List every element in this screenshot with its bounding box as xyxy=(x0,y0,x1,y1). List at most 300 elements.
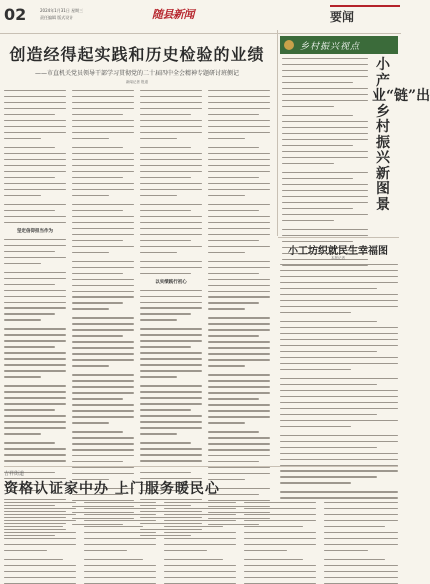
text-line xyxy=(280,333,398,334)
text-line xyxy=(140,334,202,335)
text-line xyxy=(324,538,398,539)
text-line xyxy=(72,302,123,303)
text-line xyxy=(72,291,134,292)
text-line xyxy=(280,357,398,358)
text-line xyxy=(140,90,202,91)
text-line xyxy=(140,273,191,274)
text-line xyxy=(72,323,134,324)
text-line xyxy=(280,345,398,346)
text-line xyxy=(4,346,55,347)
text-line xyxy=(280,390,398,391)
text-line xyxy=(280,264,398,265)
text-line xyxy=(72,285,134,286)
text-line xyxy=(282,235,368,236)
text-line xyxy=(4,313,55,314)
text-line xyxy=(4,171,66,172)
text-line xyxy=(72,114,123,115)
text-line xyxy=(282,196,368,197)
text-line xyxy=(4,307,66,308)
text-line xyxy=(208,380,270,381)
text-line xyxy=(140,120,202,121)
text-line xyxy=(282,220,334,221)
text-line xyxy=(140,296,202,297)
text-line xyxy=(140,313,191,314)
text-line xyxy=(4,183,66,184)
text-line xyxy=(140,460,202,461)
text-line xyxy=(208,437,270,438)
text-line xyxy=(140,165,202,166)
text-line xyxy=(208,392,270,393)
text-line xyxy=(140,216,202,217)
text-line xyxy=(140,340,202,341)
text-line xyxy=(4,442,55,443)
text-line xyxy=(208,153,270,154)
text-line xyxy=(72,177,123,178)
text-line xyxy=(140,126,202,127)
text-line xyxy=(208,195,245,196)
text-line xyxy=(4,120,66,121)
text-line xyxy=(140,222,202,223)
text-line xyxy=(208,147,259,148)
text-line xyxy=(72,102,134,103)
text-line xyxy=(324,565,398,566)
text-line xyxy=(4,520,76,521)
text-line xyxy=(4,421,66,422)
text-line xyxy=(244,565,316,566)
text-line xyxy=(72,240,123,241)
text-line xyxy=(72,296,134,297)
text-line xyxy=(4,290,66,291)
text-line xyxy=(4,559,63,560)
text-line xyxy=(140,352,202,353)
text-line xyxy=(208,455,270,456)
text-line xyxy=(72,422,109,423)
text-line xyxy=(4,448,66,449)
text-line xyxy=(282,229,368,230)
text-line xyxy=(280,459,398,460)
text-line xyxy=(324,508,398,509)
text-line xyxy=(164,571,236,572)
text-line xyxy=(84,565,156,566)
text-line xyxy=(72,398,123,399)
text-line xyxy=(4,147,55,148)
text-line xyxy=(72,392,134,393)
text-line xyxy=(72,267,134,268)
text-line xyxy=(208,204,270,205)
text-line xyxy=(4,284,55,285)
text-line xyxy=(208,102,270,103)
text-line xyxy=(208,261,270,262)
text-line xyxy=(72,246,134,247)
text-line xyxy=(140,228,202,229)
text-line xyxy=(324,514,398,515)
text-line xyxy=(324,544,398,545)
text-line xyxy=(84,520,156,521)
text-line xyxy=(84,526,143,527)
text-line xyxy=(208,114,259,115)
text-line xyxy=(72,443,134,444)
text-line xyxy=(208,398,259,399)
text-line xyxy=(164,502,236,503)
text-line xyxy=(4,508,76,509)
text-line xyxy=(244,508,316,509)
text-line xyxy=(4,538,76,539)
text-line xyxy=(208,273,259,274)
text-line xyxy=(72,126,134,127)
text-line xyxy=(208,108,270,109)
text-line xyxy=(282,64,368,65)
text-line xyxy=(72,159,134,160)
text-line xyxy=(282,94,368,95)
text-line xyxy=(72,410,134,411)
text-line xyxy=(72,108,134,109)
text-line xyxy=(280,321,377,322)
text-line xyxy=(208,404,270,405)
text-line xyxy=(72,455,134,456)
main-subhead: ——市直机关党员领导干部学习贯彻党的二十届四中全会精神专题研讨班侧记 xyxy=(34,70,239,77)
text-line xyxy=(208,416,270,417)
text-line xyxy=(282,58,368,59)
text-line xyxy=(208,240,259,241)
text-line xyxy=(282,163,334,164)
text-line xyxy=(72,228,134,229)
text-line xyxy=(280,363,398,364)
text-line xyxy=(140,147,191,148)
text-line xyxy=(164,532,236,533)
text-line xyxy=(4,532,76,533)
text-line xyxy=(4,239,66,240)
text-line xyxy=(72,189,134,190)
text-line xyxy=(140,138,177,139)
text-line xyxy=(4,352,66,353)
text-line xyxy=(140,114,191,115)
text-line xyxy=(208,308,245,309)
text-line xyxy=(164,514,236,515)
bottom-article xyxy=(4,468,398,582)
text-line xyxy=(72,359,134,360)
text-line xyxy=(4,257,66,258)
main-text-column-1 xyxy=(4,90,66,460)
text-line xyxy=(140,415,202,416)
text-line xyxy=(4,90,66,91)
text-line xyxy=(164,559,223,560)
text-line xyxy=(280,288,377,289)
rural-headline: 小产业“链”出乡村振兴新图景 xyxy=(372,57,430,213)
text-line xyxy=(4,577,76,578)
text-line xyxy=(4,138,41,139)
text-line xyxy=(324,520,398,521)
text-line xyxy=(140,364,202,365)
text-line xyxy=(72,374,134,375)
text-line xyxy=(280,426,351,427)
text-line xyxy=(140,346,191,347)
text-line xyxy=(280,312,351,313)
text-line xyxy=(208,341,270,342)
text-line xyxy=(4,126,66,127)
text-line xyxy=(72,138,109,139)
text-line xyxy=(208,177,259,178)
text-line xyxy=(4,245,66,246)
text-line xyxy=(140,448,202,449)
text-line xyxy=(282,70,368,71)
issue-editor: 责任编辑 版式设计 xyxy=(40,15,74,20)
text-line xyxy=(72,449,134,450)
text-line xyxy=(208,410,270,411)
text-line xyxy=(280,276,398,277)
text-line xyxy=(72,90,134,91)
text-line xyxy=(72,210,123,211)
text-line xyxy=(4,364,66,365)
main-byline: 新闻记者 报道 xyxy=(125,80,149,84)
text-line xyxy=(164,550,207,551)
text-line xyxy=(280,339,398,340)
text-line xyxy=(4,550,47,551)
text-line xyxy=(72,171,134,172)
text-line xyxy=(4,370,66,371)
text-line xyxy=(72,386,134,387)
text-line xyxy=(4,153,66,154)
text-line xyxy=(4,397,66,398)
second-article-byline: 本报记者 xyxy=(331,256,345,260)
text-line xyxy=(280,441,398,442)
text-line xyxy=(4,114,55,115)
text-line xyxy=(282,214,368,215)
bottom-text-column-5 xyxy=(324,502,398,580)
text-line xyxy=(4,296,66,297)
text-line xyxy=(208,353,270,354)
text-line xyxy=(280,402,398,403)
text-line xyxy=(84,571,156,572)
text-line xyxy=(4,454,66,455)
text-line xyxy=(4,358,66,359)
text-line xyxy=(4,302,66,303)
text-line xyxy=(4,272,66,273)
text-line xyxy=(164,508,236,509)
text-line xyxy=(140,376,177,377)
text-line xyxy=(4,565,76,566)
text-line xyxy=(140,210,191,211)
text-line xyxy=(280,384,377,385)
masthead-logo: 随县新闻 xyxy=(152,8,194,21)
text-line xyxy=(208,449,270,450)
text-line xyxy=(208,159,270,160)
text-line xyxy=(72,165,134,166)
text-line xyxy=(208,443,270,444)
text-line xyxy=(140,195,177,196)
text-line xyxy=(280,420,398,421)
text-line xyxy=(208,291,270,292)
text-line xyxy=(244,571,316,572)
text-line xyxy=(140,302,202,303)
text-line xyxy=(4,319,41,320)
text-line xyxy=(324,532,398,533)
page-header xyxy=(0,0,401,34)
text-line xyxy=(208,126,270,127)
text-line xyxy=(208,359,270,360)
text-line xyxy=(72,183,134,184)
text-line xyxy=(208,90,270,91)
text-line xyxy=(208,422,245,423)
text-line xyxy=(140,409,191,410)
text-line xyxy=(72,273,123,274)
text-line xyxy=(72,204,134,205)
bottom-headline: 资格认证家中办 上门服务暖民心 xyxy=(4,481,220,497)
text-line xyxy=(140,391,202,392)
second-article-body xyxy=(280,264,398,464)
text-line xyxy=(72,234,134,235)
text-line xyxy=(280,435,398,436)
bottom-text-column-3 xyxy=(164,502,236,580)
bottom-kicker: 吉祥街道 xyxy=(4,471,25,477)
text-line xyxy=(140,252,177,253)
text-line xyxy=(324,502,398,503)
text-line xyxy=(4,108,66,109)
text-line xyxy=(208,285,270,286)
text-line xyxy=(72,96,134,97)
second-article-title: 小工坊织就民生幸福图 xyxy=(288,246,388,257)
text-line xyxy=(4,433,41,434)
column-divider xyxy=(278,237,399,238)
text-line xyxy=(72,416,134,417)
text-line xyxy=(324,550,368,551)
text-line xyxy=(4,544,76,545)
text-line xyxy=(4,460,66,461)
text-line xyxy=(208,296,270,297)
text-line xyxy=(72,252,109,253)
text-line xyxy=(208,365,245,366)
text-line xyxy=(208,234,270,235)
text-line xyxy=(72,279,134,280)
text-line xyxy=(282,88,368,89)
text-line xyxy=(4,165,66,166)
text-line xyxy=(4,391,66,392)
text-line xyxy=(208,386,270,387)
section-subtitle: 坚定信仰担当作为 xyxy=(17,228,53,234)
text-line xyxy=(140,433,177,434)
section-accent-line xyxy=(330,5,400,7)
text-line xyxy=(208,267,270,268)
text-line xyxy=(140,171,202,172)
text-line xyxy=(84,508,156,509)
text-line xyxy=(72,353,134,354)
text-line xyxy=(4,376,41,377)
text-line xyxy=(4,278,66,279)
text-line xyxy=(140,132,202,133)
text-line xyxy=(140,204,202,205)
text-line xyxy=(280,306,398,307)
text-line xyxy=(282,145,353,146)
text-line xyxy=(140,96,202,97)
text-line xyxy=(280,294,398,295)
text-line xyxy=(4,177,55,178)
text-line xyxy=(282,82,353,83)
text-line xyxy=(72,437,134,438)
text-line xyxy=(4,210,55,211)
text-line xyxy=(4,340,66,341)
text-line xyxy=(140,261,202,262)
text-line xyxy=(282,172,368,173)
text-line xyxy=(282,190,368,191)
text-line xyxy=(72,195,109,196)
text-line xyxy=(140,102,202,103)
text-line xyxy=(72,308,109,309)
text-line xyxy=(164,577,236,578)
text-line xyxy=(140,177,191,178)
text-line xyxy=(208,132,270,133)
text-line xyxy=(208,216,270,217)
text-line xyxy=(208,252,245,253)
text-line xyxy=(72,329,134,330)
text-line xyxy=(72,261,134,262)
text-line xyxy=(280,453,398,454)
text-line xyxy=(84,514,156,515)
bottom-text-column-4 xyxy=(244,502,316,580)
text-line xyxy=(208,317,270,318)
text-line xyxy=(140,267,202,268)
text-line xyxy=(84,532,156,533)
text-line xyxy=(4,96,66,97)
text-line xyxy=(244,550,287,551)
text-line xyxy=(208,335,259,336)
page-number: 02 xyxy=(4,5,27,24)
text-line xyxy=(72,120,134,121)
text-line xyxy=(282,184,368,185)
text-line xyxy=(208,228,270,229)
text-line xyxy=(280,414,377,415)
text-line xyxy=(140,403,202,404)
text-line xyxy=(84,550,127,551)
main-text-column-2 xyxy=(72,90,134,460)
section-title: 要闻 xyxy=(330,10,355,24)
text-line xyxy=(244,544,316,545)
text-line xyxy=(140,234,202,235)
text-line xyxy=(282,151,368,152)
text-line xyxy=(4,403,66,404)
text-line xyxy=(208,96,270,97)
text-line xyxy=(164,565,236,566)
text-line xyxy=(324,559,385,560)
text-line xyxy=(244,520,316,521)
text-line xyxy=(140,183,202,184)
text-line xyxy=(164,526,223,527)
text-line xyxy=(4,102,66,103)
issue-info xyxy=(40,7,120,21)
text-line xyxy=(208,183,270,184)
text-line xyxy=(140,421,202,422)
text-line xyxy=(4,251,55,252)
text-line xyxy=(4,385,66,386)
text-line xyxy=(282,178,353,179)
text-line xyxy=(140,385,202,386)
text-line xyxy=(72,461,123,462)
main-headline: 创造经得起实践和历史检验的业绩 xyxy=(9,45,265,64)
leaf-icon xyxy=(284,40,294,50)
text-line xyxy=(208,138,245,139)
text-line xyxy=(244,577,316,578)
text-line xyxy=(208,302,259,303)
text-line xyxy=(280,378,398,379)
text-line xyxy=(280,369,351,370)
issue-date: 2024年1月31日 星期三 xyxy=(40,8,84,13)
text-line xyxy=(164,538,236,539)
text-line xyxy=(280,396,398,397)
bottom-text-column-1 xyxy=(4,502,76,580)
text-line xyxy=(282,127,368,128)
text-line xyxy=(280,408,398,409)
text-line xyxy=(84,577,156,578)
text-line xyxy=(282,76,368,77)
text-line xyxy=(4,195,41,196)
